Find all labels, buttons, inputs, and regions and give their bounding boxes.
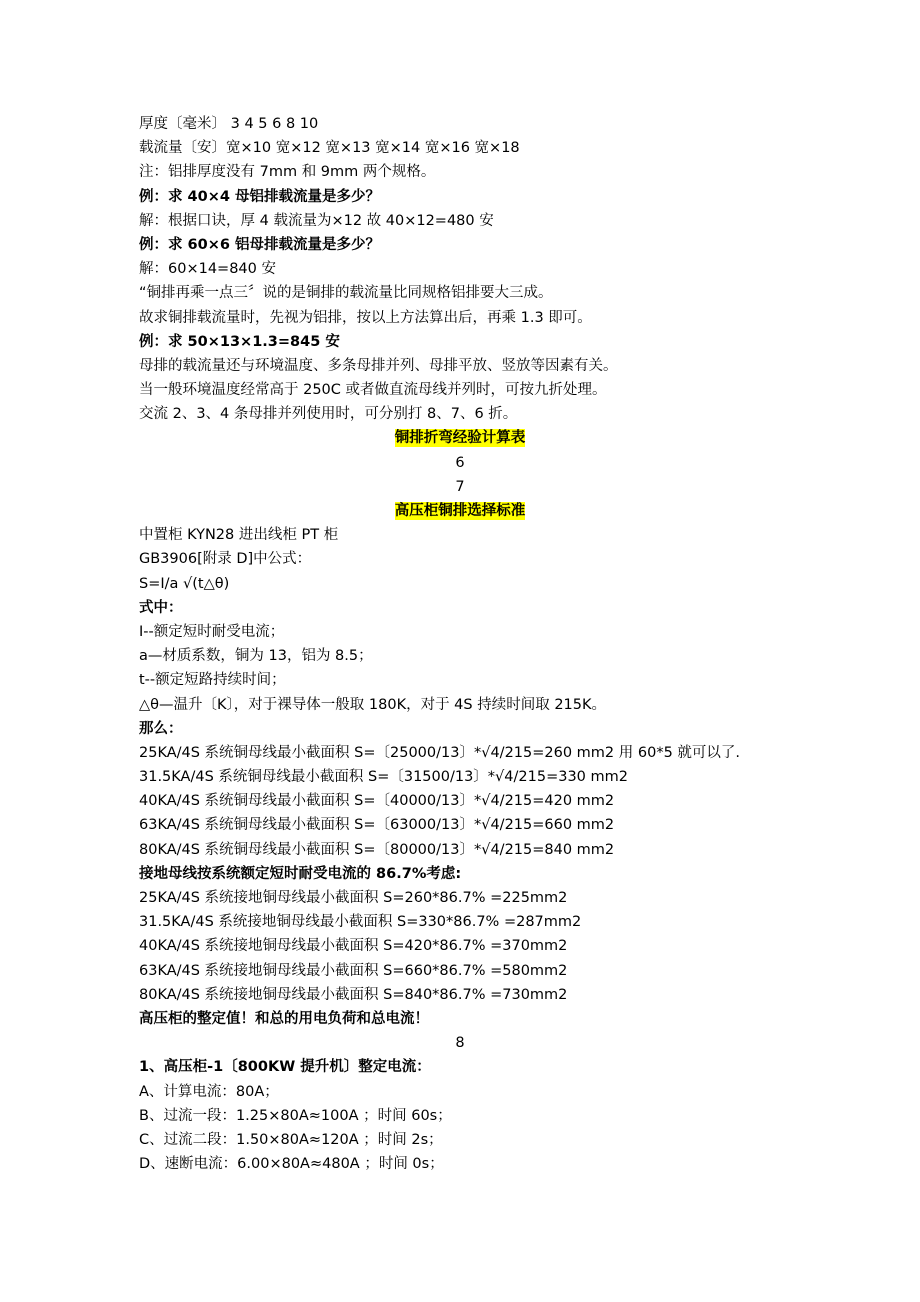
- example-heading: 例：求 60×6 铝母排载流量是多少？: [139, 236, 381, 253]
- page-number: 6: [455, 454, 465, 471]
- paragraph-line: 交流 2、3、4 条母排并列使用时，可分别打 8、7、6 折。: [139, 406, 518, 423]
- definition-line: a—材质系数，铜为 13，铝为 8.5；: [139, 648, 373, 665]
- definition-line: I--额定短时耐受电流；: [139, 623, 285, 640]
- calculation-line: 40KA/4S 系统接地铜母线最小截面积 S=420*86.7% =370mm2: [139, 938, 568, 955]
- example-heading: 例：求 40×4 母铝排载流量是多少？: [139, 188, 381, 205]
- paragraph-line: “铜排再乘一点三〞说的是铜排的载流量比同规格铝排要大三成。: [139, 285, 553, 302]
- setting-line: B、过流一段：1.25×80A≈100A ；时间 60s；: [139, 1107, 452, 1124]
- page-number: 8: [455, 1035, 465, 1052]
- calculation-line: 63KA/4S 系统铜母线最小截面积 S=〔63000/13〕*√4/215=660 mm2: [139, 817, 615, 834]
- calculation-line: 80KA/4S 系统接地铜母线最小截面积 S=840*86.7% =730mm2: [139, 986, 568, 1003]
- current-capacity-row: 载流量〔安〕宽×10 宽×12 宽×13 宽×14 宽×16 宽×18: [139, 140, 520, 157]
- subheading: 接地母线按系统额定短时耐受电流的 86.7%考虑:: [139, 865, 462, 882]
- definition-line: △θ—温升〔K〕，对于裸导体一般取 180K，对于 4S 持续时间取 215K。: [139, 696, 607, 713]
- paragraph-line: 故求铜排载流量时，先视为铝排，按以上方法算出后，再乘 1.3 即可。: [139, 309, 592, 326]
- paragraph-line: GB3906[附录 D]中公式：: [139, 551, 312, 568]
- example-heading: 例：求 50×13×1.3=845 安: [139, 333, 340, 350]
- paragraph-line: 中置柜 KYN28 进出线柜 PT 柜: [139, 527, 339, 544]
- section-title: 高压柜铜排选择标准: [394, 503, 526, 519]
- calculation-line: 25KA/4S 系统接地铜母线最小截面积 S=260*86.7% =225mm2: [139, 890, 568, 906]
- subheading: 式中：: [139, 599, 183, 616]
- document-body: [139, 112, 839, 1176]
- section-title-line: [139, 426, 781, 450]
- section-title: 铜排折弯经验计算表: [394, 430, 526, 447]
- paragraph-line: 母排的载流量还与环境温度、多条母排并列、母排平放、竖放等因素有关。: [139, 357, 618, 374]
- calculation-line: 80KA/4S 系统铜母线最小截面积 S=〔80000/13〕*√4/215=840 mm2: [139, 841, 615, 858]
- subheading: 1、高压柜-1〔800KW 提升机〕整定电流：: [139, 1059, 431, 1076]
- setting-line: A、计算电流：80A；: [139, 1083, 279, 1100]
- calculation-line: 40KA/4S 系统铜母线最小截面积 S=〔40000/13〕*√4/215=420 mm2: [139, 793, 615, 810]
- subheading: 那么：: [139, 720, 183, 737]
- note-line: 注：铝排厚度没有 7mm 和 9mm 两个规格。: [139, 164, 436, 181]
- paragraph-line: 当一般环境温度经常高于 250C 或者做直流母线并列时，可按九折处理。: [139, 382, 607, 399]
- definition-line: t--额定短路持续时间；: [139, 672, 286, 689]
- setting-line: D、速断电流：6.00×80A≈480A ；时间 0s；: [139, 1156, 444, 1173]
- calculation-line: 31.5KA/4S 系统接地铜母线最小截面积 S=330*86.7% =287mm2: [139, 914, 582, 931]
- solution-line: 解：60×14=840 安: [139, 261, 276, 278]
- calculation-line: 63KA/4S 系统接地铜母线最小截面积 S=660*86.7% =580mm2: [139, 962, 568, 979]
- subheading: 高压柜的整定值！和总的用电负荷和总电流！: [139, 1010, 429, 1027]
- calculation-line: 25KA/4S 系统铜母线最小截面积 S=〔25000/13〕*√4/215=260 mm2 用 60*5 就可以了.: [139, 744, 741, 761]
- solution-line: 解：根据口诀，厚 4 载流量为×12 故 40×12=480 安: [139, 212, 494, 229]
- thickness-row: 厚度〔毫米〕 3 4 5 6 8 10: [139, 116, 319, 132]
- section-title-line: [139, 499, 781, 523]
- setting-line: C、过流二段：1.50×80A≈120A ；时间 2s；: [139, 1131, 443, 1148]
- page-number: 7: [455, 478, 465, 495]
- formula-line: S=I/a √(t△θ): [139, 575, 230, 592]
- calculation-line: 31.5KA/4S 系统铜母线最小截面积 S=〔31500/13〕*√4/215=330 mm2: [139, 769, 628, 786]
